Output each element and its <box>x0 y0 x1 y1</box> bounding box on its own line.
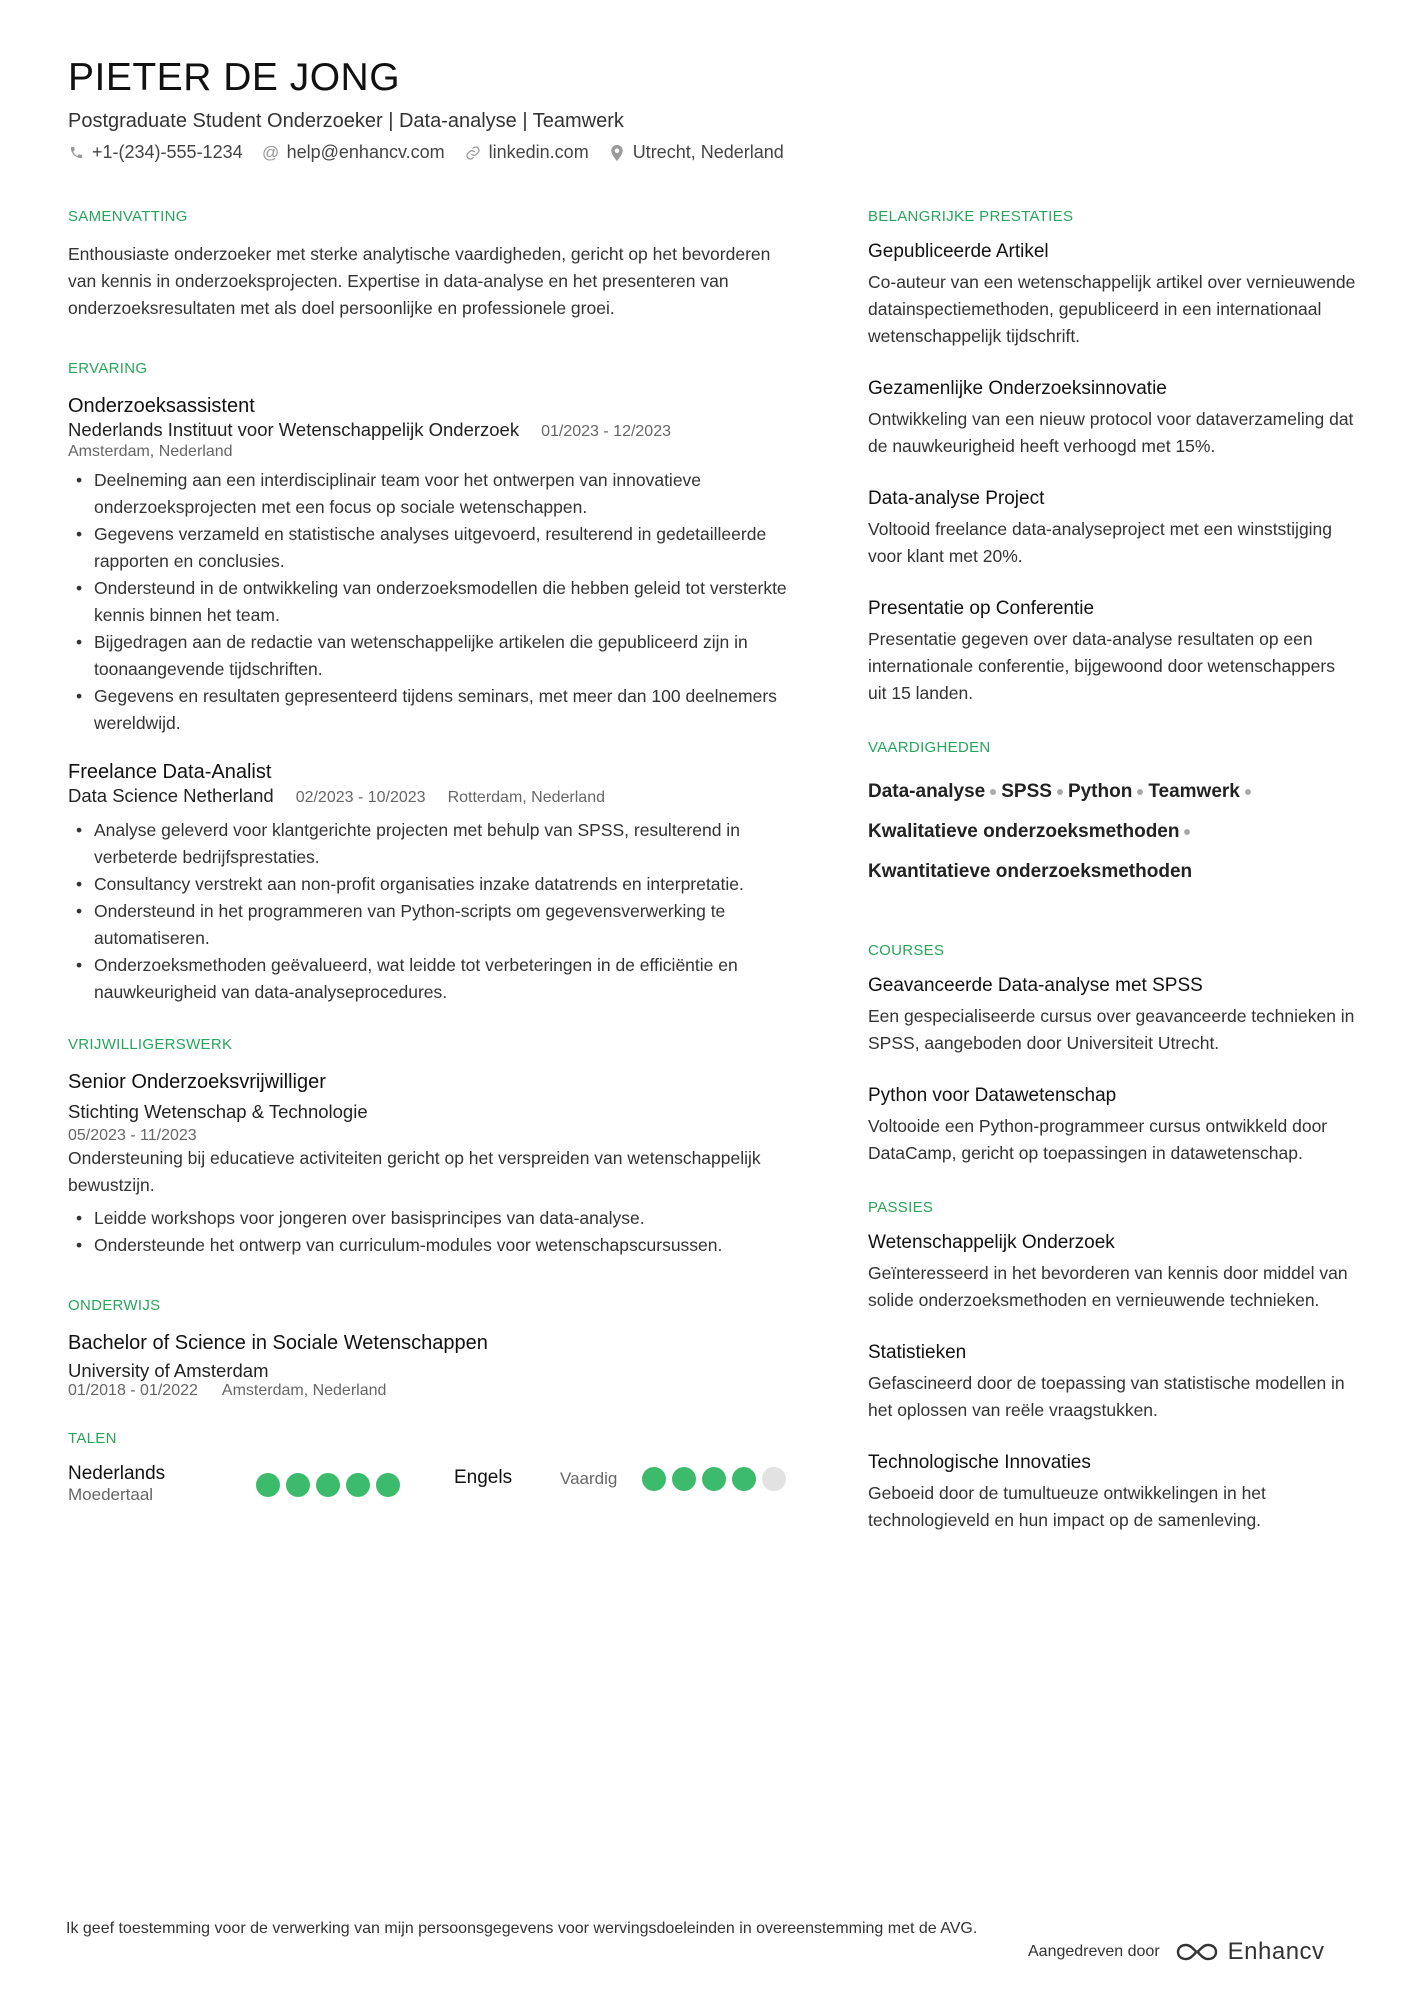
achievement-text: Co-auteur van een wetenschappelijk artikel over vernieuwende datainspectiemethoden, gepubliceerd in een internationaal wetenschappelijk tijdschrift. <box>868 272 1356 346</box>
section-title-summary: SAMENVATTING <box>68 208 188 225</box>
skills-section <box>868 739 1358 892</box>
contact-bar <box>68 142 784 163</box>
volunteer-bullets <box>68 1205 798 1259</box>
job-org: Data Science Netherland <box>68 785 274 806</box>
brand-name: Enhancv <box>1227 1938 1325 1965</box>
contact-location <box>609 142 784 163</box>
rating-dot-filled <box>256 1473 280 1497</box>
passion-title: Statistieken <box>868 1342 967 1363</box>
email-text: help@enhancv.com <box>286 142 445 162</box>
candidate-name: PIETER DE JONG <box>68 56 401 99</box>
contact-phone[interactable] <box>68 142 243 163</box>
section-title-courses: COURSES <box>868 942 945 959</box>
bullet-item: • Onderzoeksmethoden geëvalueerd, wat leidde tot verbeteringen in de efficiëntie en nauwkeurigheid van data-analyseprocedures. <box>68 952 798 1006</box>
phone-icon <box>68 145 84 161</box>
job-org-row <box>68 419 798 441</box>
education-dates: 01/2018 - 01/2022 <box>68 1382 198 1399</box>
course-item <box>868 975 1358 1057</box>
education-degree: Bachelor of Science in Sociale Wetenschappen <box>68 1332 488 1354</box>
linkedin-text: linkedin.com <box>488 142 589 162</box>
job-org: Nederlands Instituut voor Wetenschappelijk Onderzoek <box>68 419 520 440</box>
job-location: Rotterdam, Nederland <box>447 789 605 806</box>
contact-email[interactable] <box>263 142 445 163</box>
achievement-text: Voltooid freelance data-analyseproject met een winststijging voor klant met 20%. <box>868 519 1333 566</box>
achievement-title: Data-analyse Project <box>868 488 1045 509</box>
education-section <box>68 1297 798 1400</box>
job-entry <box>68 759 798 1006</box>
passions-section <box>868 1199 1358 1534</box>
summary-section <box>68 208 798 322</box>
bullet-item: • Gegevens verzameld en statistische analyses uitgevoerd, resulterend in gedetailleerde rapporten en conclusies. <box>68 521 798 575</box>
achievement-title: Gezamenlijke Onderzoeksinnovatie <box>868 378 1167 399</box>
separator-dot <box>1245 789 1251 795</box>
consent-text: Ik geef toestemming voor de verwerking van mijn persoonsgegevens voor wervingsdoeleinden in overeenstemming met de AVG. <box>66 1920 978 1937</box>
at-icon: @ <box>261 142 280 162</box>
experience-section <box>68 360 798 1006</box>
location-pin-icon <box>609 145 625 161</box>
language-name: Engels <box>454 1467 513 1488</box>
achievement-title: Presentatie op Conferentie <box>868 598 1095 619</box>
separator-dot <box>1137 789 1143 795</box>
languages-list <box>68 1463 798 1505</box>
section-title-achievements: BELANGRIJKE PRESTATIES <box>868 208 1074 225</box>
brand-logo <box>1174 1938 1325 1966</box>
job-bullets <box>68 817 798 1006</box>
job-entry <box>68 393 798 737</box>
rating-dot-filled <box>346 1473 370 1497</box>
skills-list <box>868 772 1358 892</box>
bullet-item: • Ondersteunde het ontwerp van curriculum-modules voor wetenschapscursussen. <box>68 1232 798 1259</box>
powered-by[interactable] <box>1028 1938 1325 1966</box>
volunteer-dates: 05/2023 - 11/2023 <box>68 1127 197 1144</box>
education-school: University of Amsterdam <box>68 1360 269 1381</box>
achievement-title: Gepubliceerde Artikel <box>868 241 1049 262</box>
job-role: Onderzoeksassistent <box>68 395 255 417</box>
volunteer-description: Ondersteuning bij educatieve activiteiten gericht op het verspreiden van wetenschappelijk bewustzijn. <box>68 1148 761 1195</box>
rating-dot-filled <box>702 1467 726 1491</box>
separator-dot <box>1184 829 1190 835</box>
achievement-item <box>868 598 1358 707</box>
course-item <box>868 1085 1358 1167</box>
achievement-item <box>868 378 1358 460</box>
language-level: Vaardig <box>560 1469 618 1488</box>
skill-tag: Python <box>1067 781 1133 802</box>
language-rating <box>256 1473 400 1497</box>
enhancv-logo-icon <box>1174 1941 1220 1963</box>
passion-item <box>868 1232 1358 1314</box>
section-title-languages: TALEN <box>68 1430 117 1447</box>
achievement-item <box>868 488 1358 570</box>
left-column <box>68 208 798 1543</box>
section-title-experience: ERVARING <box>68 360 148 377</box>
achievements-section <box>868 208 1358 707</box>
language-level: Moedertaal <box>68 1485 154 1504</box>
volunteer-section <box>68 1036 798 1259</box>
course-text: Een gespecialiseerde cursus over geavanceerde technieken in SPSS, aangeboden door Universiteit Utrecht. <box>868 1006 1355 1053</box>
section-title-education: ONDERWIJS <box>68 1297 161 1314</box>
language-item <box>68 1463 454 1505</box>
bullet-item: • Gegevens en resultaten gepresenteerd tijdens seminars, met meer dan 100 deelnemers wereldwijd. <box>68 683 798 737</box>
achievement-text: Ontwikkeling van een nieuw protocol voor dataverzameling dat de nauwkeurigheid heeft verhoogd met 15%. <box>868 409 1354 456</box>
job-dates: 02/2023 - 10/2023 <box>295 789 426 806</box>
rating-dot-filled <box>316 1473 340 1497</box>
course-title: Python voor Datawetenschap <box>868 1085 1117 1106</box>
passion-text: Geïnteresseerd in het bevorderen van kennis door middel van solide onderzoeksmethoden en vernieuwende technieken. <box>868 1263 1348 1310</box>
job-role: Freelance Data-Analist <box>68 761 272 783</box>
bullet-item: • Analyse geleverd voor klantgerichte projecten met behulp van SPSS, resulterend in verbeterde bedrijfsprestaties. <box>68 817 798 871</box>
section-title-skills: VAARDIGHEDEN <box>868 739 991 756</box>
skill-tag: Data-analyse <box>868 781 986 802</box>
achievement-text: Presentatie gegeven over data-analyse resultaten op een internationale conferentie, bijgewoond door wetenschappers uit 15 landen. <box>868 629 1335 703</box>
skill-tag: Kwantitatieve onderzoeksmethoden <box>868 861 1193 882</box>
languages-section <box>68 1430 798 1505</box>
bullet-item: • Leidde workshops voor jongeren over basisprincipes van data-analyse. <box>68 1205 798 1232</box>
passion-title: Technologische Innovaties <box>868 1452 1091 1473</box>
job-bullets <box>68 467 798 737</box>
bullet-item: • Ondersteund in het programmeren van Python-scripts om gegevensverwerking te automatiseren. <box>68 898 798 952</box>
rating-dot-filled <box>286 1473 310 1497</box>
language-item <box>454 1463 786 1491</box>
job-org-row <box>68 785 798 807</box>
course-text: Voltooide een Python-programmeer cursus ontwikkeld door DataCamp, gericht op toepassingen in datawetenschap. <box>868 1116 1328 1163</box>
phone-text: +1-(234)-555-1234 <box>92 142 243 162</box>
passion-item <box>868 1342 1358 1424</box>
courses-section <box>868 942 1358 1167</box>
language-text <box>68 1463 256 1505</box>
powered-by-label: Aangedreven door <box>1028 1943 1160 1960</box>
separator-dot <box>1057 789 1063 795</box>
skill-tag: Teamwerk <box>1148 781 1240 802</box>
bullet-item: • Consultancy verstrekt aan non-profit organisaties inzake datatrends en interpretatie. <box>68 871 798 898</box>
education-meta <box>68 1382 798 1400</box>
passion-item <box>868 1452 1358 1534</box>
bullet-item: • Ondersteund in de ontwikkeling van onderzoeksmodellen die hebben geleid tot versterkte kennis binnen het team. <box>68 575 798 629</box>
section-title-passions: PASSIES <box>868 1199 934 1216</box>
link-icon <box>465 145 481 161</box>
rating-dot-filled <box>642 1467 666 1491</box>
language-rating <box>642 1467 786 1491</box>
right-column <box>868 208 1358 1572</box>
volunteer-org: Stichting Wetenschap & Technologie <box>68 1101 368 1122</box>
location-text: Utrecht, Nederland <box>632 142 784 162</box>
bullet-item: • Deelneming aan een interdisciplinair team voor het ontwerpen van innovatieve onderzoeksprojecten met een focus op sociale wetenschappen. <box>68 467 798 521</box>
section-title-volunteer: VRIJWILLIGERSWERK <box>68 1036 233 1053</box>
bullet-item: • Bijgedragen aan de redactie van wetenschappelijke artikelen die gepubliceerd zijn in toonaangevende tijdschriften. <box>68 629 798 683</box>
passion-title: Wetenschappelijk Onderzoek <box>868 1232 1115 1253</box>
course-title: Geavanceerde Data-analyse met SPSS <box>868 975 1203 996</box>
rating-dot-filled <box>672 1467 696 1491</box>
skill-tag: SPSS <box>1001 781 1052 802</box>
contact-linkedin[interactable] <box>465 142 589 163</box>
separator-dot <box>990 789 996 795</box>
rating-dot-filled <box>732 1467 756 1491</box>
education-location: Amsterdam, Nederland <box>221 1382 387 1399</box>
headline: Postgraduate Student Onderzoeker | Data-analyse | Teamwerk <box>68 110 624 132</box>
rating-dot-empty <box>762 1467 786 1491</box>
language-name: Nederlands <box>68 1463 166 1484</box>
summary-text: Enthousiaste onderzoeker met sterke analytische vaardigheden, gericht op het bevorderen van kennis in onderzoeksprojecten. Expertise in data-analyse en het presenteren van onderzoeksresultaten met als doel persoonlijke en professionele groei. <box>68 244 771 318</box>
job-dates: 01/2023 - 12/2023 <box>541 423 671 440</box>
passion-text: Gefascineerd door de toepassing van statistische modellen in het oplossen van reële vraagstukken. <box>868 1373 1345 1420</box>
job-location: Amsterdam, Nederland <box>68 443 233 460</box>
skill-tag: Kwalitatieve onderzoeksmethoden <box>868 821 1180 842</box>
achievement-item <box>868 241 1358 350</box>
passion-text: Geboeid door de tumultueuze ontwikkelingen in het technologieveld en hun impact op de samenleving. <box>868 1483 1266 1530</box>
volunteer-role: Senior Onderzoeksvrijwilliger <box>68 1071 326 1093</box>
rating-dot-filled <box>376 1473 400 1497</box>
